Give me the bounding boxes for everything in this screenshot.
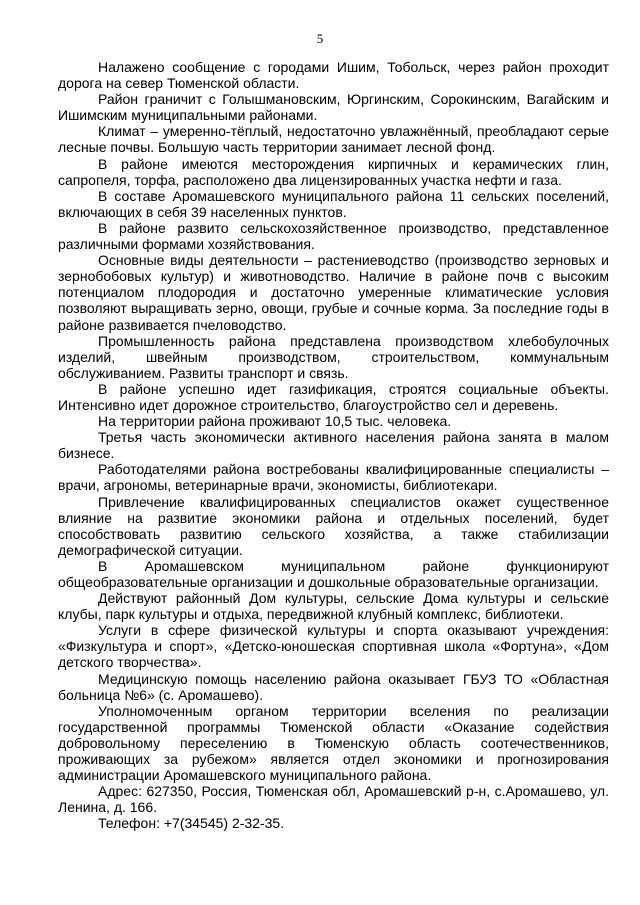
paragraph-address: Адрес: 627350, Россия, Тюменская обл, Аромашевский р-н, с.Аромашево, ул. Ленина, д. 166. <box>58 783 609 816</box>
paragraph-employers: Работодателями района востребованы квалифицированные специалисты – врачи, агрономы, ветеринарные врачи, экономисты, библиотекари. <box>58 461 609 494</box>
paragraph-phone: Телефон: +7(34545) 2-32-35. <box>98 815 285 832</box>
paragraph-communication: Налажено сообщение с городами Ишим, Тобольск, через район проходит дорога на север Тюменской области. <box>58 59 609 92</box>
paragraph-deposits: В районе имеются месторождения кирпичных и керамических глин, сапропеля, торфа, расположено два лицензированных участка нефти и газа. <box>58 155 609 188</box>
paragraph-industry: Промышленность района представлена производством хлебобулочных изделий, швейным производством, строительством, коммунальным обслуживанием. Развиты транспорт и связь. <box>58 332 609 381</box>
paragraph-gasification: В районе успешно идет газификация, строятся социальные объекты. Интенсивно идет дорожное строительство, благоустройство сел и деревень. <box>58 380 609 413</box>
paragraph-agriculture: В районе развито сельскохозяйственное производство, представленное различными формами хозяйствования. <box>58 219 609 253</box>
page-number: 5 <box>316 31 324 46</box>
paragraph-medical: Медицинскую помощь населению района оказывает ГБУЗ ТО «Областная больница №6» (с. Аромашево). <box>58 670 609 703</box>
paragraph-population: На территории района проживают 10,5 тыс. человека. <box>98 413 452 430</box>
paragraph-main-activities: Основные виды деятельности – растениеводство (производство зерновых и зернобобовых культур) и животноводство. Наличие в районе почв с высоким потенциалом плодородия и достаточно умеренные климатические условия позволяют выращивать зерно, овощи, грубые и сочные корма. За последние годы в районе развивается пчеловодство. <box>58 252 609 333</box>
paragraph-small-business: Третья часть экономически активного населения района занята в малом бизнесе. <box>58 429 609 462</box>
paragraph-education: В Аромашевском муниципальном районе функционируют общеобразовательные организации и дошкольные образовательные организации. <box>58 557 609 590</box>
paragraph-climate: Климат – умеренно-тёплый, недостаточно увлажнённый, преобладают серые лесные почвы. Большую часть территории занимает лесной фонд. <box>58 123 609 156</box>
paragraph-culture: Действуют районный Дом культуры, сельские Дома культуры и сельские клубы, парк культуры и отдыха, передвижной клубный комплекс, библиотеки. <box>58 590 609 623</box>
paragraph-sports: Услуги в сфере физической культуры и спорта оказывают учреждения: «Физкультура и спорт», «Детско-юношеская спортивная школа «Фортуна», «Дом детского творчества». <box>58 622 609 671</box>
paragraph-settlements: В составе Аромашевского муниципального района 11 сельских поселений, включающих в себя 39 населенных пунктов. <box>58 187 609 220</box>
paragraph-borders: Район граничит с Голышмановским, Юргинским, Сорокинским, Вагайским и Ишимским муниципальными районами. <box>58 91 609 124</box>
paragraph-specialists: Привлечение квалифицированных специалистов окажет существенное влияние на развитие экономики района и отдельных поселений, будет способствовать развитию сельского хозяйства, а также стабилизации демографической ситуации. <box>58 493 609 558</box>
document-body <box>58 59 609 832</box>
paragraph-authorized-body: Уполномоченным органом территории вселения по реализации государственной программы Тюменской области «Оказание содействия добровольному переселению в Тюменскую область соотечественников, проживающих за рубежом» является отдел экономики и прогнозирования администрации Аромашевского муниципального района. <box>58 702 609 784</box>
